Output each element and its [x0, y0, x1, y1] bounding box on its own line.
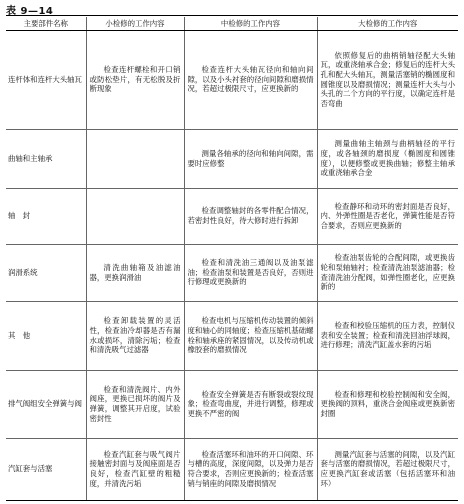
minor-content [86, 130, 184, 189]
part-name: 润滑系统 [6, 245, 86, 302]
major-content: 检查和修理和校验控制阀和安全阀，更换阀的顶料，重浇合金阀座或更换新密封圈 [317, 371, 458, 439]
header-major: 大检修的工作内容 [317, 17, 458, 31]
medium-content: 检查和清洗油三通阀以及油泵滤油；检查油泵和装置是否良好，否则进行修理或更换新的 [184, 245, 317, 302]
header-row [6, 17, 458, 31]
major-content: 测量曲轴主轴颈与曲柄轴径的平行度，或各轴颈的磨损度（椭圆度和圆锥度），以便修整或更换曲轴；修整主轴承或重浇轴承合金 [317, 130, 458, 189]
table-row [6, 302, 458, 371]
table-title: 表 9—14 [6, 6, 54, 17]
major-content: 检查油泵齿轮的合配间隙，或更换齿轮和泵轴轴衬；检查清洗油泵滤油器；检查清洗油分配阀，如弹性圈老化，应更换新的 [317, 245, 458, 302]
medium-content: 检查连杆大头轴瓦径向和轴向间隙，以及小头衬套的径向间隙和磨损情况，若超过极限尺寸，应更换新的 [184, 31, 317, 130]
table-row [6, 31, 458, 130]
header-medium: 中检修的工作内容 [184, 17, 317, 31]
minor-content [86, 189, 184, 245]
part-name: 汽缸套与活塞 [6, 439, 86, 501]
medium-content: 检查活塞环和油环的开口间隙、环与槽的高度，深度间隙，以及弹力是否符合要求，否则应更换新的；检查活塞销与销座的间隙及磨损情况 [184, 439, 317, 501]
table-row [6, 245, 458, 302]
maintenance-table [6, 17, 458, 501]
part-name: 轴 封 [6, 189, 86, 245]
major-content: 检查静环和动环的密封面是否良好，内、外弹性圈是否老化，弹簧性能是否符合要求，否则应更换新的 [317, 189, 458, 245]
table-row [6, 189, 458, 245]
top-rule [6, 15, 458, 16]
medium-content: 测量各轴承的径向和轴向间隙，需要时应修整 [184, 130, 317, 189]
part-name: 其 他 [6, 302, 86, 371]
part-name: 连杆体和连杆大头轴瓦 [6, 31, 86, 130]
medium-content: 检查安全弹簧是否有断裂或裂纹现象；检查弯曲度，并进行调整，修理或更换不严密的阀 [184, 371, 317, 439]
major-content: 依照修复后的曲柄销轴径配大头轴瓦，或重浇轴承合金；修复后的连杆大头孔和配大头轴瓦，测量活塞销的椭圆度和圆锥度以及磨损情况；测量连杆大头与小头孔的二个方向的平行度，以确定连杆是否弯曲 [317, 31, 458, 130]
part-name: 曲轴和主轴承 [6, 130, 86, 189]
header-part: 主要部件名称 [6, 17, 86, 31]
table-body [6, 31, 458, 501]
minor-content: 检查卸载装置的灵活性，检查油冷却器是否有漏水或损坏，清除污垢；检查和清洗吸气过滤器 [86, 302, 184, 371]
table-row [6, 439, 458, 501]
minor-content: 检查和清洗阀片、内外阀座，更换已损坏的阀片及弹簧，调整其开启度，试验密封性 [86, 371, 184, 439]
medium-content: 检查电机与压缩机传动装置的倾斜度和轴心的同轴度；检查压缩机基础螺栓和轴承座的紧固情况，以及传动机或橡胶套的磨损情况 [184, 302, 317, 371]
table-row [6, 371, 458, 439]
table-header [6, 17, 458, 31]
header-minor: 小检修的工作内容 [86, 17, 184, 31]
part-name: 排气阀组安全弹簧与阀 [6, 371, 86, 439]
minor-content: 检查汽缸套与吸气阀片接触密封面与及阀座面是否良好，检查汽缸壁的粗糙度，并清洗污垢 [86, 439, 184, 501]
major-content: 测量汽缸套与活塞的间隙，以及汽缸套与活塞的磨损情况，若超过极限尺寸，应更换汽缸套或活塞（包括活塞环和油环） [317, 439, 458, 501]
major-content: 检查和校验压缩机的压力表，控制仪表和安全装置；检查和清洗回油浮球阀，进行修理；清洗汽缸盖水套的污垢 [317, 302, 458, 371]
minor-content: 清洗曲轴箱及油滤油器，更换润滑油 [86, 245, 184, 302]
medium-content: 检查调整轴封的各零件配合情况，若密封性良好，待大修时进行拆卸 [184, 189, 317, 245]
minor-content: 检查连杆螺栓和开口销或防松垫片，有无松脱及折断现象 [86, 31, 184, 130]
table-row [6, 130, 458, 189]
